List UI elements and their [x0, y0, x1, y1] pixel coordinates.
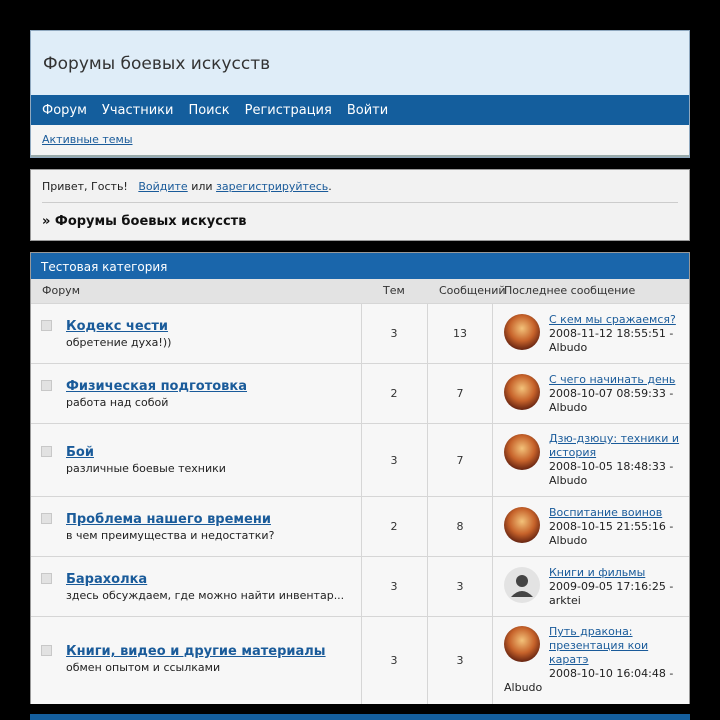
post-count: 8 — [456, 520, 464, 533]
topic-count: 3 — [390, 327, 398, 340]
post-count: 7 — [456, 454, 464, 467]
forum-row — [31, 616, 689, 704]
last-post-date: 2008-11-12 18:55:51 - — [549, 327, 674, 340]
topic-count: 3 — [390, 454, 398, 467]
active-topics-link[interactable]: Активные темы — [42, 133, 133, 146]
breadcrumb: » Форумы боевых искусств — [42, 214, 247, 229]
nav-members[interactable]: Участники — [101, 102, 174, 118]
avatar[interactable] — [504, 374, 540, 410]
last-post-link[interactable]: Путь дракона: презентация кои каратэ — [549, 625, 649, 666]
last-post — [549, 373, 681, 415]
greeting-or: или — [191, 180, 213, 193]
col-forum: Форум — [42, 284, 80, 297]
col-posts: Сообщений — [439, 284, 506, 297]
topic-count: 3 — [390, 654, 398, 667]
forum-description: в чем преимущества и недостатки? — [66, 529, 275, 542]
footer-bar — [30, 714, 690, 720]
last-post-author[interactable]: Albudo — [549, 341, 588, 354]
forum-status-icon — [41, 320, 52, 331]
last-post-author[interactable]: Albudo — [504, 681, 543, 694]
col-topics: Тем — [383, 284, 405, 297]
forum-title-link[interactable]: Физическая подготовка — [66, 379, 248, 394]
nav-login[interactable]: Войти — [346, 102, 389, 118]
forum-row — [31, 423, 689, 497]
nav-forum[interactable]: Форум — [42, 102, 87, 118]
forum-description: различные боевые техники — [66, 462, 226, 475]
last-post — [549, 313, 681, 355]
forum-description: обмен опытом и ссылками — [66, 661, 221, 674]
post-count: 3 — [456, 654, 464, 667]
last-post-link[interactable]: Книги и фильмы — [549, 566, 646, 579]
topic-count: 3 — [390, 580, 398, 593]
login-link[interactable]: Войдите — [138, 180, 188, 193]
forum-title-link[interactable]: Бой — [66, 445, 94, 460]
greeting-divider — [42, 202, 678, 203]
forum-row — [31, 496, 689, 557]
forum-status-icon — [41, 573, 52, 584]
last-post-link[interactable]: Дзю-дзюцу: техники и история — [549, 432, 680, 459]
forum-row — [31, 363, 689, 424]
last-post-link[interactable]: Воспитание воинов — [549, 506, 663, 519]
greeting-line — [42, 180, 332, 193]
category-title: Тестовая категория — [31, 253, 689, 279]
forum-title-link[interactable]: Барахолка — [66, 572, 148, 587]
site-header — [30, 30, 690, 158]
last-post-date: 2008-10-07 08:59:33 - — [549, 387, 674, 400]
nav-register[interactable]: Регистрация — [244, 102, 332, 118]
forum-status-icon — [41, 645, 52, 656]
last-post — [549, 625, 681, 681]
forum-status-icon — [41, 380, 52, 391]
avatar[interactable] — [504, 567, 540, 603]
last-post-date: 2008-10-15 21:55:16 - — [549, 520, 674, 533]
last-post-author[interactable]: Albudo — [549, 401, 588, 414]
topic-count: 2 — [390, 520, 398, 533]
forum-description: обретение духа!)) — [66, 336, 172, 349]
last-post-author[interactable]: arktei — [549, 594, 581, 607]
forum-title-link[interactable]: Кодекс чести — [66, 319, 169, 334]
last-post-author[interactable]: Albudo — [549, 474, 588, 487]
avatar[interactable] — [504, 314, 540, 350]
avatar[interactable] — [504, 434, 540, 470]
post-count: 13 — [453, 327, 467, 340]
col-last-post: Последнее сообщение — [504, 284, 636, 297]
last-post-link[interactable]: С чего начинать день — [549, 373, 676, 386]
forum-status-icon — [41, 513, 52, 524]
forum-title-link[interactable]: Проблема нашего времени — [66, 512, 271, 527]
last-post — [549, 566, 681, 608]
avatar[interactable] — [504, 626, 540, 662]
last-post — [549, 506, 681, 548]
register-link[interactable]: зарегистрируйтесь — [216, 180, 329, 193]
topic-count: 2 — [390, 387, 398, 400]
avatar[interactable] — [504, 507, 540, 543]
last-post-link[interactable]: С кем мы сражаемся? — [549, 313, 676, 326]
nav-search[interactable]: Поиск — [188, 102, 230, 118]
last-post-author[interactable]: Albudo — [549, 534, 588, 547]
default-user-icon — [504, 567, 540, 603]
last-post — [549, 432, 681, 488]
forum-description: здесь обсуждаем, где можно найти инвентар... — [66, 589, 345, 602]
post-count: 7 — [456, 387, 464, 400]
greeting-box — [30, 169, 690, 241]
main-nav — [31, 95, 689, 125]
post-count: 3 — [456, 580, 464, 593]
header-divider — [31, 155, 689, 157]
greeting-period: . — [328, 180, 332, 193]
forum-table — [30, 252, 690, 704]
forum-status-icon — [41, 446, 52, 457]
column-headers — [31, 279, 689, 304]
forum-row — [31, 303, 689, 364]
last-post-date: 2008-10-05 18:48:33 - — [549, 460, 674, 473]
last-post-date: 2008-10-10 16:04:48 - — [549, 667, 674, 680]
greeting-text: Привет, Гость! — [42, 180, 128, 193]
site-title: Форумы боевых искусств — [31, 31, 689, 95]
forum-row — [31, 556, 689, 617]
last-post-date: 2009-09-05 17:16:25 - — [549, 580, 674, 593]
forum-description: работа над собой — [66, 396, 169, 409]
forum-title-link[interactable]: Книги, видео и другие материалы — [66, 644, 326, 659]
